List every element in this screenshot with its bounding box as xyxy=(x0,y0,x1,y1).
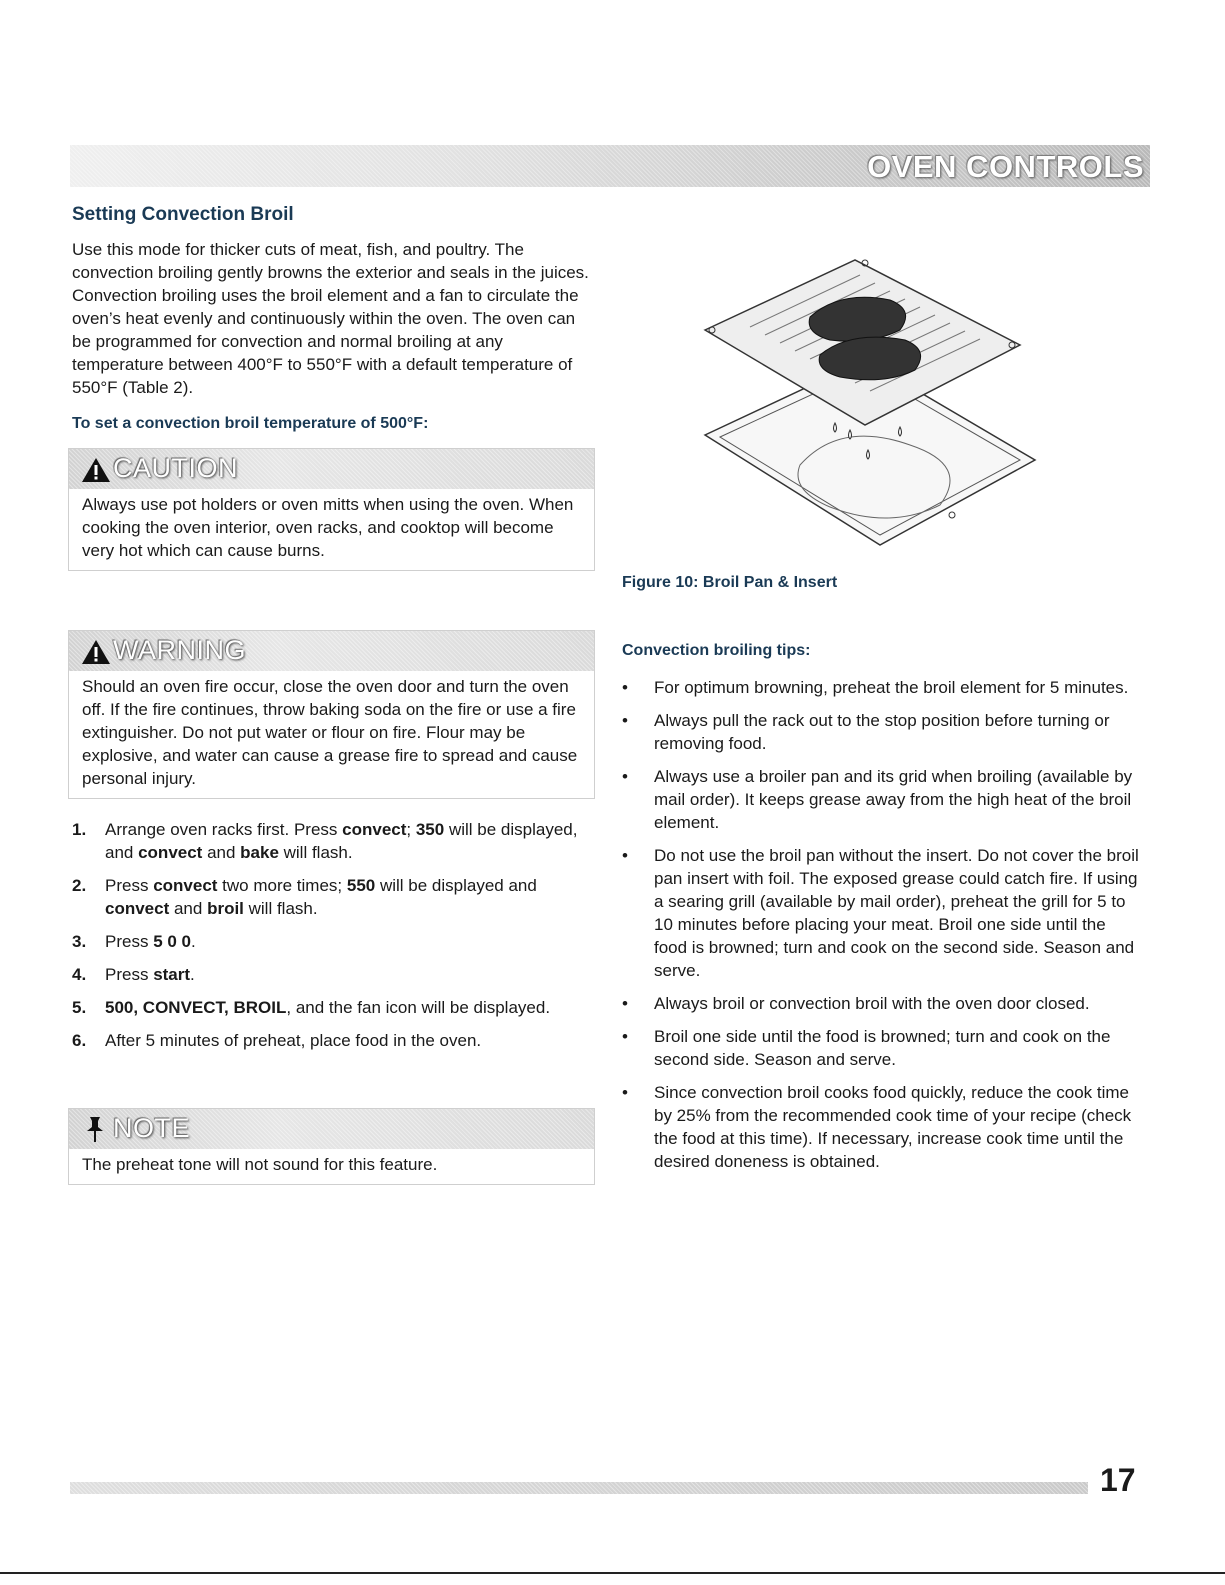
tip-text: Always use a broiler pan and its grid when broiling (available by mail order). It keeps grease away from the high heat of the broil element. xyxy=(654,767,1133,832)
steps-list xyxy=(72,818,592,1062)
caution-title-bar xyxy=(69,449,594,489)
step-text: two more times; xyxy=(217,876,347,895)
bullet-icon: • xyxy=(622,846,628,865)
warning-box xyxy=(68,630,595,799)
step-number: 1. xyxy=(72,820,87,839)
bullet-icon: • xyxy=(622,678,628,697)
step-item xyxy=(72,930,592,953)
tips-list xyxy=(622,676,1142,1183)
tips-heading: Convection broiling tips: xyxy=(622,642,811,659)
tip-text: Always pull the rack out to the stop position before turning or removing food. xyxy=(654,711,1110,753)
bullet-icon: • xyxy=(622,994,628,1013)
step-item xyxy=(72,1029,592,1052)
step-keyword: convect xyxy=(138,843,203,862)
step-item xyxy=(72,874,592,920)
step-keyword: 350 xyxy=(415,820,445,839)
tip-item xyxy=(622,709,1142,755)
caution-title: CAUTION xyxy=(113,453,238,483)
figure-caption: Figure 10: Broil Pan & Insert xyxy=(622,574,838,591)
step-number: 5. xyxy=(72,998,87,1017)
step-text: After 5 minutes of preheat, place food in the oven. xyxy=(105,1031,482,1050)
pushpin-icon xyxy=(81,1115,109,1145)
step-text: will flash. xyxy=(243,899,318,918)
tip-item xyxy=(622,844,1142,982)
tip-text: Always broil or convection broil with the oven door closed. xyxy=(654,994,1090,1013)
step-text: Press xyxy=(105,932,154,951)
step-keyword: start xyxy=(153,965,191,984)
warning-title: WARNING xyxy=(113,635,246,665)
footer-band xyxy=(70,1482,1088,1494)
step-text: . xyxy=(191,932,196,951)
procedure-heading: To set a convection broil temperature of 500°F: xyxy=(72,415,429,432)
step-number: 3. xyxy=(72,932,87,951)
tip-text: Broil one side until the food is browned; turn and cook on the second side. Season and serve. xyxy=(654,1027,1111,1069)
caution-box xyxy=(68,448,595,571)
step-keyword: convect xyxy=(153,876,218,895)
step-text: and xyxy=(202,843,241,862)
step-item xyxy=(72,818,592,864)
step-text: will be displayed, and xyxy=(105,820,578,862)
step-item xyxy=(72,996,592,1019)
note-title: NOTE xyxy=(113,1113,191,1143)
broil-pan-illustration xyxy=(690,245,1040,560)
step-keyword: 5 0 0 xyxy=(153,932,191,951)
tip-item xyxy=(622,992,1142,1015)
step-text: will be displayed and xyxy=(375,876,537,895)
note-box xyxy=(68,1108,595,1185)
warning-text: Should an oven fire occur, close the oven door and turn the oven off. If the fire continues, throw baking soda on the fire or use a fire extinguisher. Do not put water or flour on fire. Flour may be explosive, and water can cause a grease fire to spread and cause personal injury. xyxy=(82,677,578,788)
step-keyword: 550 xyxy=(346,876,376,895)
note-text: The preheat tone will not sound for this feature. xyxy=(82,1155,438,1174)
tip-item xyxy=(622,676,1142,699)
bullet-icon: • xyxy=(622,1083,628,1102)
step-text: ; xyxy=(406,820,416,839)
tip-text: For optimum browning, preheat the broil element for 5 minutes. xyxy=(654,678,1129,697)
bottom-rule xyxy=(0,1572,1225,1574)
page-title: OVEN CONTROLS xyxy=(867,149,1144,184)
warning-triangle-icon xyxy=(81,457,111,483)
step-text: . xyxy=(190,965,195,984)
tip-text: Do not use the broil pan without the insert. Do not cover the broil pan insert with foil. The exposed grease could catch fire. If using a searing grill (available by mail order), preheat the grill for 5 to 10 minutes before placing your meat. Broil one side until the food is browned; turn and cook on the second side. Season and serve. xyxy=(654,846,1139,980)
step-keyword: convect xyxy=(105,899,170,918)
section-heading: Setting Convection Broil xyxy=(72,204,294,225)
tip-text: Since convection broil cooks food quickly, reduce the cook time by 25% from the recommended cook time of your recipe (check the food at this time). If necessary, increase cook time until the desired doneness is obtained. xyxy=(654,1083,1132,1171)
step-text: Arrange oven racks first. Press xyxy=(105,820,343,839)
tip-item xyxy=(622,1025,1142,1071)
header-band xyxy=(70,145,1150,187)
warning-title-bar xyxy=(69,631,594,671)
step-item xyxy=(72,963,592,986)
step-keyword: convect xyxy=(342,820,407,839)
step-number: 4. xyxy=(72,965,87,984)
intro-paragraph: Use this mode for thicker cuts of meat, fish, and poultry. The convection broiling gently browns the exterior and seals in the juices. Convection broiling uses the broil element and a fan to circulate the oven’s heat evenly and continuously within the oven. The oven can be programmed for convection and normal broiling at any temperature between 400°F to 550°F with a default temperature of 550°F (Table 2). xyxy=(72,240,589,397)
note-title-bar xyxy=(69,1109,594,1149)
warning-triangle-icon xyxy=(81,639,111,665)
step-keyword: 500, CONVECT, BROIL xyxy=(105,998,287,1017)
tip-item xyxy=(622,765,1142,834)
step-keyword: broil xyxy=(207,899,244,918)
step-text: , and the fan icon will be displayed. xyxy=(286,998,551,1017)
page-number: 17 xyxy=(1100,1462,1136,1498)
step-text: will flash. xyxy=(278,843,353,862)
step-keyword: bake xyxy=(240,843,279,862)
bullet-icon: • xyxy=(622,1027,628,1046)
step-text: Press xyxy=(105,965,154,984)
step-text: Press xyxy=(105,876,154,895)
step-text: and xyxy=(169,899,208,918)
caution-text: Always use pot holders or oven mitts when using the oven. When cooking the oven interior, oven racks, and cooktop will become very hot which can cause burns. xyxy=(82,495,574,560)
bullet-icon: • xyxy=(622,767,628,786)
tip-item xyxy=(622,1081,1142,1173)
bullet-icon: • xyxy=(622,711,628,730)
step-number: 2. xyxy=(72,876,87,895)
step-number: 6. xyxy=(72,1031,87,1050)
